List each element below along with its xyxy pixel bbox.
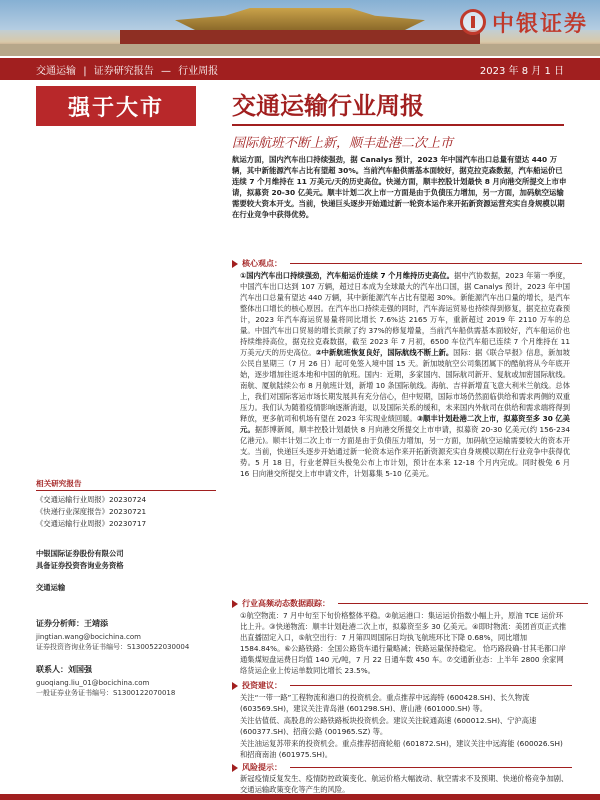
advice-paragraph — [240, 692, 570, 761]
analyst-2-name: 联系人：刘国强 — [36, 665, 92, 674]
core-point-1-lead: ①国内汽车出口持续强劲，汽车船运价连续 7 个月维持历史高位。 — [240, 271, 454, 280]
advice-item-3: 关注油运复苏带来的投资机会。重点推荐招商轮船 (601872.SH)，建议关注中远海能 (600026.SH) 和招商南油 (601975.SH)。 — [240, 739, 563, 759]
title-divider — [232, 124, 564, 126]
analyst-1-cert: 证券投资咨询业务证书编号：S1300522030004 — [36, 643, 190, 651]
related-report-2[interactable]: 《快递行业深度报告》20230721 — [36, 507, 147, 516]
meta-report-kind: 行业周报 — [178, 65, 219, 77]
section-core-heading — [232, 258, 582, 269]
triangle-bullet-icon — [232, 764, 238, 772]
analyst-1-name: 证券分析师：王靖添 — [36, 619, 108, 628]
section-rule — [290, 685, 572, 686]
advice-item-1: 关注“一带一路”工程物流和港口的投资机会。重点推荐中远海特 (600428.SH)、长久物流 (603569.SH)，建议关注青岛港 (601298.SH)、唐山港 (601000.SH) 等。 — [240, 693, 530, 713]
meta-sep-1: | — [83, 65, 87, 77]
intro-paragraph: 航运方面，国内汽车出口持续强劲，据 Canalys 预计，2023 年中国汽车出口总量有望达 440 万辆，其中新能源汽车占比有望超 30%。当前汽车船供需基本面较好，据克拉克森数据，汽车船运价已连续 7 个月维持在 11 万美元/天的历史高位。快递方面，顺丰控股计划最快 8 月向港交所提交上市申请，拟募资 20-30 亿美元。顺丰计划二次上市一方面是由于负债压力增加，另一方面，加码航空运输需要较大资本开支。当前，快递巨头逐步开始通过新一轮资本运作来开拓新资源运营充实自身规模以期在行业竞争中获得优势。 — [232, 155, 567, 219]
brand-name: 中银证券 — [491, 10, 588, 37]
report-date: 2023 年 8 月 1 日 — [479, 65, 564, 77]
analyst-2-cert: 一般证券业务证书编号：S1300122070018 — [36, 689, 176, 697]
section-advice-heading — [232, 680, 572, 691]
section-rule — [290, 263, 582, 264]
section-data-label: 行业高频动态数据跟踪： — [242, 599, 330, 608]
analyst-2-email[interactable]: guoqiang.liu_01@bocichina.com — [36, 679, 150, 687]
page-subtitle: 国际航班不断上新，顺丰赴港二次上市 — [232, 136, 454, 151]
boc-logo-icon — [460, 9, 486, 35]
meta-bar — [0, 58, 600, 80]
brand-logo — [460, 6, 588, 38]
meta-left — [36, 62, 222, 77]
meta-sep-2: — — [160, 65, 171, 77]
data-text: ①航空物流：7 月中旬至下旬价格整体平稳。②航运港口：集运运价指数小幅上升，原油 TCE 运价环比上升。③快递物流：顺丰计划赴港二次上市，拟募资至多 30 亿美元。④即时物流：美团首页正式推出直播固定入口，⑤航空出行：7 月第四周国际日均执飞航班环比下降 0.68%，同比增加 1584.84%。⑥公路铁路：全国公路货车通行量略减；铁路运量保持稳定。 — [240, 611, 567, 653]
related-report-1[interactable]: 《交通运输行业周报》20230724 — [36, 495, 147, 504]
data-text-2: 恰巧路段确-甘其毛都口岸通集煤短盘运费日均值 140 元/吨，7 月 22 日通车数 450 车。⑦交通新业态：上半年 2800 余家网络货运企业上传运单数同比增长 23.5%。 — [240, 644, 566, 675]
analyst-1-email[interactable]: jingtian.wang@bocichina.com — [36, 633, 141, 641]
license-note: 具备证券投资咨询业务资格 — [36, 561, 124, 570]
core-paragraph — [240, 270, 570, 479]
section-advice-label: 投资建议： — [242, 681, 282, 690]
rating-badge: 强于大市 — [36, 86, 196, 126]
section-rule — [338, 603, 588, 604]
meta-report-type: 证券研究报告 — [93, 65, 154, 77]
section-risk-heading — [232, 762, 572, 773]
footer-bar — [0, 794, 600, 800]
triangle-bullet-icon — [232, 682, 238, 690]
section-rule — [290, 767, 572, 768]
triangle-bullet-icon — [232, 260, 238, 268]
core-point-2-body: 国际：据《联合早报》信息，新加坡公民自星期三（7 月 26 日）起可免签入境中国 15 天。新加坡航空公司集团属下的酷航将从今年底开始，逐步增加往返本地和中国的航班。国内：近期，多家国内、国际航司新开、复航或加密国际航线。南航、厦航陆续公布 8 月航班计划，新增 10 条国际航线。海航、吉祥新增直飞意大利米兰航线。总体上，我们对国际客运市场长期发展具有充分信心，但中短期，国际市场仍然面临供给和需求两侧的双重压力。我们认为随着疫情影响逐渐消退，以及国际关系的缓和，未来国内外航司在供给和需求端将得到释放，更多航司和机场有望在 2023 年实现业绩回暖。 — [240, 348, 570, 423]
company-name: 中银国际证券股份有限公司 — [36, 549, 124, 558]
meta-industry: 交通运输 — [36, 65, 76, 77]
industry-label: 交通运输 — [36, 583, 66, 592]
related-report-3[interactable]: 《交通运输行业周报》20230717 — [36, 519, 147, 528]
palace-steps-image — [0, 44, 600, 56]
data-paragraph — [240, 610, 570, 676]
header-banner — [0, 0, 600, 56]
advice-item-2: 关注估值低、高股息的公路铁路板块投资机会。建议关注皖通高速 (600012.SH)、宁沪高速 (600377.SH)、招商公路 (001965.SZ) 等。 — [240, 716, 537, 736]
section-risk-label: 风险提示： — [242, 763, 282, 772]
section-data-heading — [232, 598, 588, 609]
section-core-label: 核心观点： — [242, 259, 282, 268]
core-point-2-lead: ②中新航班恢复良好，国际航线不断上新。 — [315, 348, 454, 357]
core-point-3-body: 据彭博新闻，顺丰控股计划最快 8 月向港交所提交上市申请，拟募资 20-30 亿美元(约 156-234 亿港元)。顺丰计划二次上市一方面是由于负债压力增加，另一方面，加码航空运输需要较大的资本开支。当前，快递巨头逐步开始通过新一轮资本运作来开拓新资源充实自身规模以期在行业竞争中获得优势。5 月 18 日，行业老牌巨头极兔公布上市计划，预计在本来 12-18 个月内完成。同时极兔 6 月 16 日向港交所提交上市申请文件，计划募集 5-10 亿美元。 — [240, 425, 570, 478]
risk-paragraph: 新冠疫情反复发生、疫情防控政策变化、航运价格大幅波动、航空需求不及预期、快递价格竞争加剧、交通运输政策变化等产生的风险。 — [240, 774, 569, 794]
core-point-1-body: 据中汽协数据，2023 年第一季度，中国汽车出口达到 107 万辆，超过日本成为全球最大的汽车出口国，据 Canalys 预计，2023 年中国汽车出口总量有望达 440 万辆，其中新能源汽车占比有望超 30%。新能源汽车出口量的增长，是汽车整体出口增长的核心原因。在汽车出口持续走强的同时，汽车海运贸易也持续得到修复，据克拉克森预计，2023 年汽车海运贸易量将同比增长 7.6%达 2165 万车，重新超过 2019 年 2110 万车的总量。中国汽车出口贸易的增长贡献了约 37%的修复增量，当前汽车船供需基本面较好，汽车船运价也持续维持高位，据克拉克森数据，截至 2023 年 7 月初，6500 车位汽车船已连续 7 个月维持在 11 万美元/天的历史高位。 — [240, 271, 571, 357]
page-title: 交通运输行业周报 — [232, 91, 424, 120]
core-point-3-lead: ③顺丰计划赴港二次上市，拟募资至多 30 亿美元。 — [240, 414, 570, 434]
related-reports-label: 相关研究报告 — [36, 479, 82, 488]
triangle-bullet-icon — [232, 600, 238, 608]
related-divider — [36, 490, 216, 491]
